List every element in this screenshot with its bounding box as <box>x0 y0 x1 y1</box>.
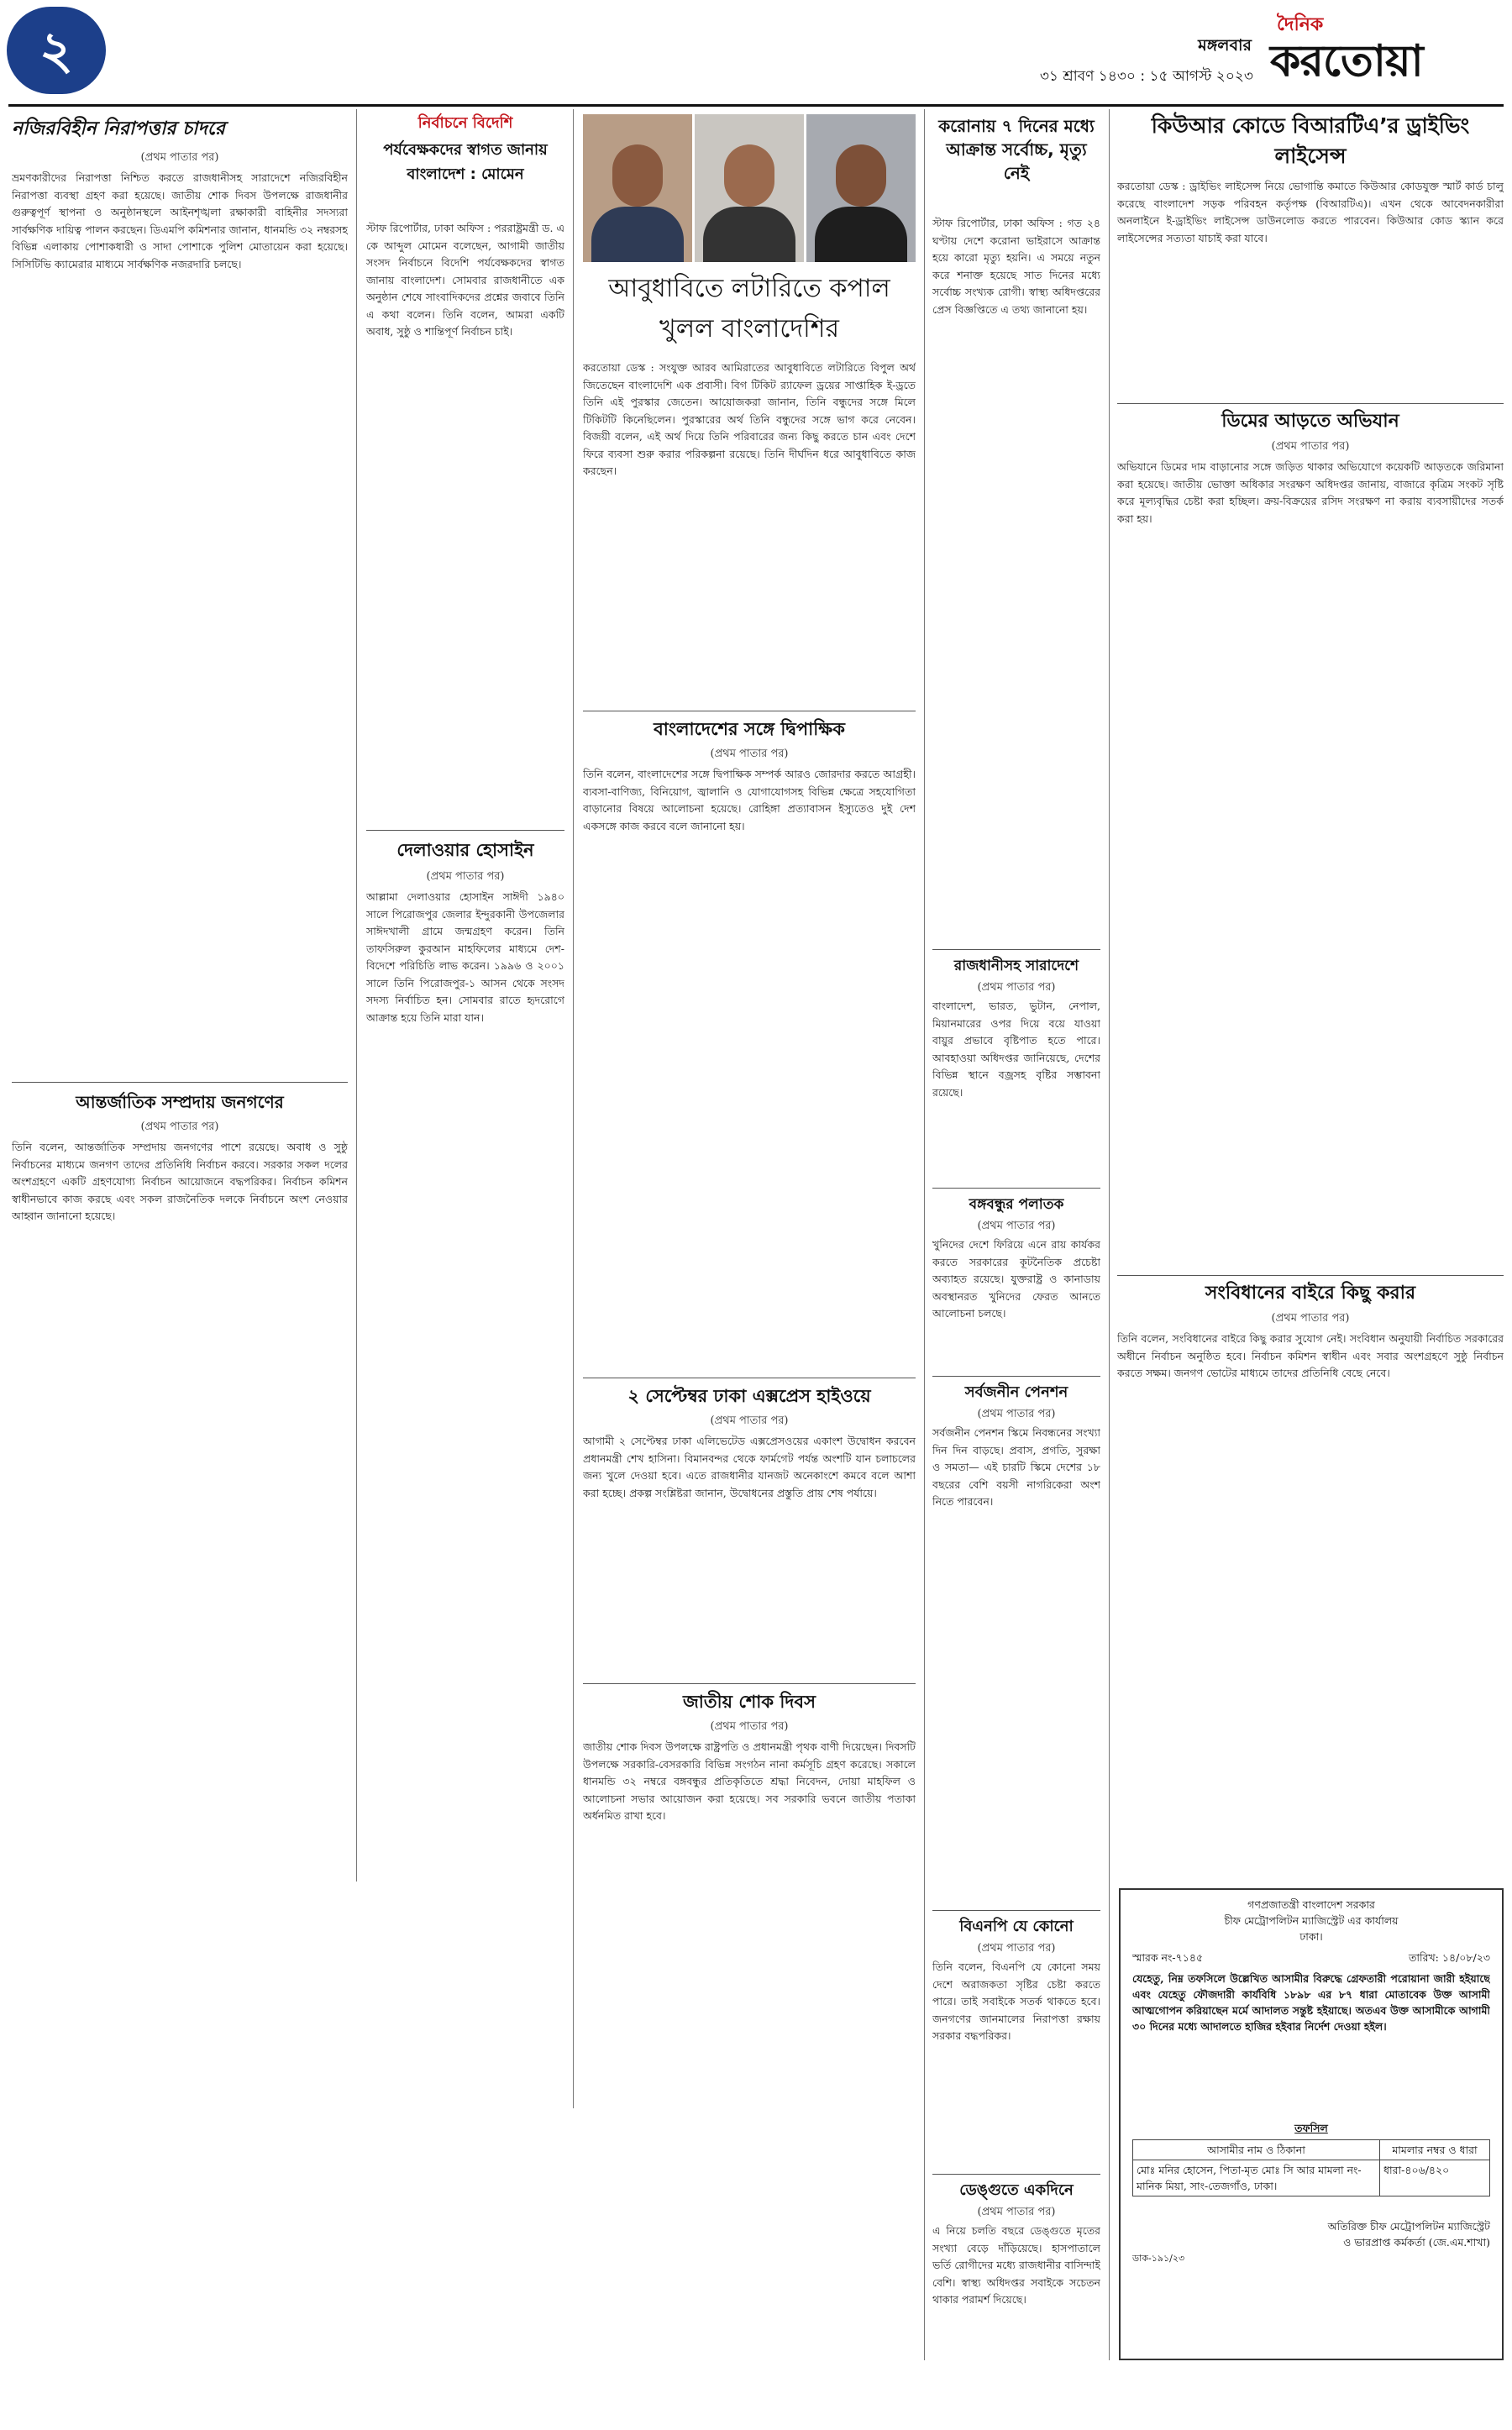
article-body-international: তিনি বলেন, আন্তর্জাতিক সম্প্রদায় জনগণের পাশে রয়েছে। অবাধ ও সুষ্ঠু নির্বাচনের মাধ্যমে জনগণ তাদের প্রতিনিধি নির্বাচন করবে। সরকার সকল দলের অংশগ্রহণে একটি গ্রহণযোগ্য নির্বাচন আয়োজনে বদ্ধপরিকর। নির্বাচন কমিশন স্বাধীনভাবে কাজ করছে এবং সকল রাজনৈতিক দলকে নির্বাচনে অংশ নেওয়ার আহ্বান জানানো হয়েছে। <box>12 1141 348 1222</box>
paper-logo <box>1265 7 1505 94</box>
article-body-expressway: আগামী ২ সেপ্টেম্বর ঢাকা এলিভেটেড এক্সপ্রেসওয়ের একাংশ উদ্বোধন করবেন প্রধানমন্ত্রী শেখ হাসিনা। বিমানবন্দর থেকে ফার্মগেট পর্যন্ত অংশটি যান চলাচলের জন্য খুলে দেওয়া হবে। এতে রাজধানীর যানজট অনেকাংশে কমবে বলে আশা করা হচ্ছে। প্রকল্প সংশ্লিষ্টরা জানান, উদ্বোধনের প্রস্তুতি প্রায় শেষ পর্যায়ে। <box>583 1435 916 1499</box>
headline-weather: রাজধানীসহ সারাদেশে <box>953 958 1079 974</box>
article-body-covid: স্টাফ রিপোর্টার, ঢাকা অফিস : গত ২৪ ঘণ্টায় দেশে করোনা ভাইরাসে আক্রান্ত হয়ে কারো মৃত্যু হয়নি। এ সময়ে নতুন করে শনাক্ত হয়েছে সাত দিনের মধ্যে সর্বোচ্চ সংখ্যক রোগী। স্বাস্থ্য অধিদপ্তরের প্রেস বিজ্ঞপ্তিতে এ তথ্য জানানো হয়। <box>932 217 1100 316</box>
day-label: মঙ্গলবার <box>1198 36 1252 55</box>
headline-constitution: সংবিধানের বাইরে কিছু করার <box>1205 1283 1416 1304</box>
headline-dengue: ডেঙ্গুতে একদিনে <box>959 2181 1074 2199</box>
continued-label: (প্রথম পাতার পর) <box>977 1942 1056 1955</box>
article-body-lottery: করতোয়া ডেস্ক : সংযুক্ত আরব আমিরাতের আবুধাবিতে লটারিতে বিপুল অর্থ জিতেছেন বাংলাদেশি এক প্রবাসী। বিগ টিকিট র‍্যাফেল ড্রয়ের সাপ্তাহিক ই-ড্রতে তিনি এই পুরস্কার জেতেন। আয়োজকরা জানান, তিনি বন্ধুদের সঙ্গে মিলে টিকিটটি কিনেছিলেন। পুরস্কারের অর্থ তিনি বন্ধুদের সঙ্গে ভাগ করে নেবেন। বিজয়ী বলেন, এই অর্থ দিয়ে তিনি পরিবারের জন্য কিছু করতে চান এবং দেশে ফিরে ব্যবসা শুরু করার পরিকল্পনা রয়েছে। তিনি দীর্ঘদিন ধরে আবুধাবিতে কাজ করছেন। <box>583 361 916 477</box>
article-body-bilateral: তিনি বলেন, বাংলাদেশের সঙ্গে দ্বিপাক্ষিক সম্পর্ক আরও জোরদার করতে আগ্রহী। ব্যবসা-বাণিজ্য, বিনিয়োগ, জ্বালানি ও যোগাযোগসহ বিভিন্ন ক্ষেত্রে সহযোগিতা বাড়ানোর বিষয়ে আলোচনা হয়েছে। রোহিঙ্গা প্রত্যাবাসন ইস্যুতেও দুই দেশ একসঙ্গে কাজ করবে বলে জানানো হয়। <box>583 768 916 832</box>
article-body-delawar: আল্লামা দেলাওয়ার হোসাইন সাঈদী ১৯৪০ সালে পিরোজপুর জেলার ইন্দুরকানী উপজেলার সাঈদখালী গ্রামে জন্মগ্রহণ করেন। তিনি তাফসিরুল কুরআন মাহফিলের মাধ্যমে দেশ-বিদেশে পরিচিতি লাভ করেন। ১৯৯৬ ও ২০০১ সালে তিনি পিরোজপুর-১ আসন থেকে সংসদ সদস্য নির্বাচিত হন। সোমবার রাতে হৃদরোগে আক্রান্ত হয়ে তিনি মারা যান। <box>366 890 564 1024</box>
notice-col-case: মামলার নম্বর ও ধারা <box>1380 2140 1489 2160</box>
article-body-election: স্টাফ রিপোর্টার, ঢাকা অফিস : পররাষ্ট্রমন্ত্রী ড. এ কে আব্দুল মোমেন বলেছেন, আগামী জাতীয় সংসদ নির্বাচনে বিদেশি পর্যবেক্ষকদের স্বাগত জানায় বাংলাদেশ। সোমবার রাজধানীতে এক অনুষ্ঠান শেষে সাংবাদিকদের প্রশ্নের জবাবে তিনি এ কথা বলেন। তিনি বলেন, আমরা একটি অবাধ, সুষ্ঠু ও শান্তিপূর্ণ নির্বাচন চাই। <box>366 222 564 338</box>
article-body-egg-raid: অভিযানে ডিমের দাম বাড়ানোর সঙ্গে জড়িত থাকার অভিযোগে কয়েকটি আড়তকে জরিমানা করা হয়েছে। জাতীয় ভোক্তা অধিকার সংরক্ষণ অধিদপ্তর জানায়, বাজারে কৃত্রিম সংকট সৃষ্টি করে মূল্যবৃদ্ধির চেষ্টা করা হচ্ছিল। ক্রয়-বিক্রয়ের রসিদ সংরক্ষণ না করায় ব্যবসায়ীদের সতর্ক করা হয়। <box>1117 460 1504 525</box>
article-body-driving-license: করতোয়া ডেস্ক : ড্রাইভিং লাইসেন্স নিয়ে ভোগান্তি কমাতে কিউআর কোডযুক্ত স্মার্ট কার্ড চালু করেছে বাংলাদেশ সড়ক পরিবহন কর্তৃপক্ষ (বিআরটিএ)। এখন থেকে আবেদনকারীরা অনলাইনে ই-ড্রাইভিং লাইসেন্স ডাউনলোড করতে পারবেন। কিউআর কোড স্ক্যান করে লাইসেন্সের সত্যতা যাচাই করা যাবে। <box>1117 180 1504 244</box>
headline-lottery: আবুধাবিতে লটারিতে কপাল খুলল বাংলাদেশির <box>608 274 890 344</box>
article-divider <box>932 2174 1100 2175</box>
masthead-rule <box>8 104 1504 107</box>
person-photo <box>695 114 804 262</box>
notice-row-name: মোঃ মনির হোসেন, পিতা-মৃত মোঃ সি আর মামলা নং- মানিক মিয়া, সাং-তেজগাঁও, ঢাকা। <box>1133 2160 1380 2196</box>
article-body-constitution: তিনি বলেন, সংবিধানের বাইরে কিছু করার সুযোগ নেই। সংবিধান অনুযায়ী নির্বাচিত সরকারের অধীনে নির্বাচন অনুষ্ঠিত হবে। নির্বাচন কমিশন স্বাধীন এবং সবার অংশগ্রহণে সুষ্ঠু নির্বাচন করতে সক্ষম। জনগণ ভোটের মাধ্যমে তাদের প্রতিনিধি বেছে নেবে। <box>1117 1332 1504 1379</box>
notice-table-title: তফসিল <box>1294 2122 1328 2134</box>
continued-label: (প্রথম পাতার পর) <box>977 981 1056 994</box>
article-body-pension: সর্বজনীন পেনশন স্কিমে নিবন্ধনের সংখ্যা দিন দিন বাড়ছে। প্রবাস, প্রগতি, সুরক্ষা ও সমতা— এই চারটি স্কিমে দেশের ১৮ বছরের বেশি বয়সী নাগরিকেরা অংশ নিতে পারবেন। <box>932 1426 1100 1508</box>
notice-city: ঢাকা। <box>1299 1930 1323 1943</box>
person-photo <box>806 114 916 262</box>
paper-name-small: দৈনিক <box>1277 14 1324 35</box>
headline-driving-license: কিউআর কোডে বিআরটিএ’র ড্রাইভিং লাইসেন্স <box>1151 113 1470 168</box>
article-divider <box>366 830 564 831</box>
headline-international: আন্তর্জাতিক সম্প্রদায় জনগণের <box>76 1092 284 1112</box>
headline-egg-raid: ডিমের আড়তে অভিযান <box>1221 411 1399 432</box>
continued-label: (প্রথম পাতার পর) <box>710 748 789 760</box>
article-divider <box>932 1910 1100 1911</box>
headline-expressway: ২ সেপ্টেম্বর ঢাকা এক্সপ্রেস হাইওয়ে <box>627 1386 871 1406</box>
notice-sign-branch: ও ভারপ্রাপ্ত কর্মকর্তা (জে.এম.শাখা) <box>1343 2236 1490 2249</box>
paper-name: করতোয়া <box>1270 36 1423 87</box>
article-body-fugitives: খুনিদের দেশে ফিরিয়ে এনে রায় কার্যকর করতে সরকারের কূটনৈতিক প্রচেষ্টা অব্যাহত রয়েছে। যুক্তরাষ্ট্র ও কানাডায় অবস্থানরত খুনিদের ফেরত আনতে আলোচনা চলছে। <box>932 1238 1100 1320</box>
article-body-weather: বাংলাদেশ, ভারত, ভুটান, নেপাল, মিয়ানমারের ওপর দিয়ে বয়ে যাওয়া বায়ুর প্রভাবে বৃষ্টিপাত হতে পারে। আবহাওয়া অধিদপ্তর জানিয়েছে, দেশের বিভিন্ন স্থানে বজ্রসহ বৃষ্টির সম্ভাবনা রয়েছে। <box>932 1000 1100 1099</box>
headline-security: নজিরবিহীন নিরাপত্তার চাদরে <box>12 118 225 139</box>
page-number-badge <box>7 7 106 94</box>
column-divider <box>356 109 357 1882</box>
continued-label: (প্রথম পাতার পর) <box>1271 1312 1350 1325</box>
notice-body: যেহেতু, নিম্ন তফসিলে উল্লেখিত আসামীর বিরুদ্ধে গ্রেফতারী পরোয়ানা জারী হইয়াছে এবং যেহেতু ফৌজদারী কার্যবিধি ১৮৯৮ এর ৮৭ ধারা মোতাবেক উক্ত আসামী আত্মগোপন করিয়াছেন মর্মে আদালত সন্তুষ্ট হইয়াছে। অতএব উক্ত আসামীকে আগামী ৩০ দিনের মধ্যে আদালতে হাজির হইবার নির্দেশ দেওয়া হইল। <box>1132 1972 1490 2033</box>
lottery-photo <box>583 114 916 262</box>
column-divider <box>573 109 574 2108</box>
kicker-election: নির্বাচনে বিদেশি <box>417 114 513 132</box>
article-body-dengue: এ নিয়ে চলতি বছরে ডেঙ্গুতে মৃতের সংখ্যা বেড়ে দাঁড়িয়েছে। হাসপাতালে ভর্তি রোগীদের মধ্যে রাজধানীর বাসিন্দাই বেশি। স্বাস্থ্য অধিদপ্তর সবাইকে সচেতন থাকার পরামর্শ দিয়েছে। <box>932 2224 1100 2306</box>
continued-label: (প্রথম পাতার পর) <box>426 870 505 883</box>
continued-label: (প্রথম পাতার পর) <box>977 2206 1056 2218</box>
notice-table <box>1132 2139 1490 2196</box>
continued-label: (প্রথম পাতার পর) <box>977 1408 1056 1420</box>
headline-fugitives: বঙ্গবন্ধুর পলাতক <box>969 1196 1064 1213</box>
notice-date: তারিখ: ১৪/০৮/২৩ <box>1409 1951 1490 1964</box>
headline-election: পর্যবেক্ষকদের স্বাগত জানায় বাংলাদেশ : মোমেন <box>383 141 548 183</box>
headline-bilateral: বাংলাদেশের সঙ্গে দ্বিপাক্ষিক <box>654 719 845 739</box>
court-notice <box>1119 1888 1504 2360</box>
continued-label: (প্রথম পাতার পর) <box>1271 440 1350 453</box>
article-divider <box>932 1376 1100 1377</box>
article-body-security: ভ্রমণকারীদের নিরাপত্তা নিশ্চিত করতে রাজধানীসহ সারাদেশে নজিরবিহীন নিরাপত্তা ব্যবস্থা গ্রহণ করা হয়েছে। জাতীয় শোক দিবস উপলক্ষে রাজধানীর গুরুত্বপূর্ণ স্থাপনা ও অনুষ্ঠানস্থলে আইনশৃঙ্খলা রক্ষাকারী বাহিনীর সদস্যরা সার্বক্ষণিক দায়িত্ব পালন করছেন। ডিএমপি কমিশনার জানান, ধানমন্ডি ৩২ নম্বরসহ বিভিন্ন এলাকায় পোশাকধারী ও সাদা পোশাকে পুলিশ মোতায়েন করা হয়েছে। সিসিটিভি ক্যামেরার মাধ্যমে সার্বক্ষণিক নজরদারি চলছে। <box>12 171 348 270</box>
notice-signature <box>1132 2218 1490 2250</box>
article-divider <box>932 1188 1100 1189</box>
headline-bnp: বিএনপি যে কোনো <box>959 1918 1074 1935</box>
article-divider <box>12 1082 348 1083</box>
column-divider <box>1109 109 1110 2360</box>
notice-govt: গণপ্রজাতন্ত্রী বাংলাদেশ সরকার <box>1247 1898 1375 1911</box>
notice-col-name: আসামীর নাম ও ঠিকানা <box>1133 2140 1380 2160</box>
headline-pension: সর্বজনীন পেনশন <box>964 1383 1068 1401</box>
headline-delawar: দেলাওয়ার হোসাইন <box>396 840 534 860</box>
article-divider <box>932 949 1100 950</box>
headline-covid: করোনায় ৭ দিনের মধ্যে আক্রান্ত সর্বোচ্চ, মৃত্যু নেই <box>938 116 1095 183</box>
person-photo <box>583 114 692 262</box>
article-body-mourning-day: জাতীয় শোক দিবস উপলক্ষে রাষ্ট্রপতি ও প্রধানমন্ত্রী পৃথক বাণী দিয়েছেন। দিবসটি উপলক্ষে সরকারি-বেসরকারি বিভিন্ন সংগঠন নানা কর্মসূচি গ্রহণ করেছে। সকালে ধানমন্ডি ৩২ নম্বরে বঙ্গবন্ধুর প্রতিকৃতিতে শ্রদ্ধা নিবেদন, দোয়া মাহফিল ও আলোচনা সভার আয়োজন করা হয়েছে। সব সরকারি ভবনে জাতীয় পতাকা অর্ধনমিত রাখা হবে। <box>583 1740 916 1822</box>
article-divider <box>1117 403 1504 404</box>
notice-code: ডাক-১৯১/২৩ <box>1132 2253 1185 2264</box>
continued-label: (প্রথম পাতার পর) <box>710 1720 789 1733</box>
continued-label: (প্রথম পাতার পর) <box>710 1414 789 1427</box>
notice-sign-title: অতিরিক্ত চীফ মেট্রোপলিটন ম্যাজিস্ট্রেট <box>1327 2220 1490 2233</box>
continued-label: (প্রথম পাতার পর) <box>140 151 219 164</box>
continued-label: (প্রথম পাতার পর) <box>140 1121 219 1133</box>
continued-label: (প্রথম পাতার পর) <box>977 1220 1056 1232</box>
column-divider <box>924 109 925 2360</box>
article-body-bnp: তিনি বলেন, বিএনপি যে কোনো সময় দেশে অরাজকতা সৃষ্টির চেষ্টা করতে পারে। তাই সবাইকে সতর্ক থাকতে হবে। জনগণের জানমালের নিরাপত্তা রক্ষায় সরকার বদ্ধপরিকর। <box>932 1960 1100 2042</box>
page-number: ২ <box>39 19 74 81</box>
article-divider <box>583 1683 916 1684</box>
article-divider <box>1117 1275 1504 1276</box>
notice-row-case: ধারা-৪০৬/৪২০ <box>1383 2164 1450 2176</box>
date-line: ৩১ শ্রাবণ ১৪৩০ : ১৫ আগস্ট ২০২৩ <box>1039 68 1253 85</box>
notice-office: চীফ মেট্রোপলিটন ম্যাজিস্ট্রেট এর কার্যালয় <box>1224 1914 1399 1927</box>
notice-ref: স্মারক নং-৭১৪৫ <box>1132 1951 1204 1964</box>
headline-mourning-day: জাতীয় শোক দিবস <box>683 1692 816 1712</box>
